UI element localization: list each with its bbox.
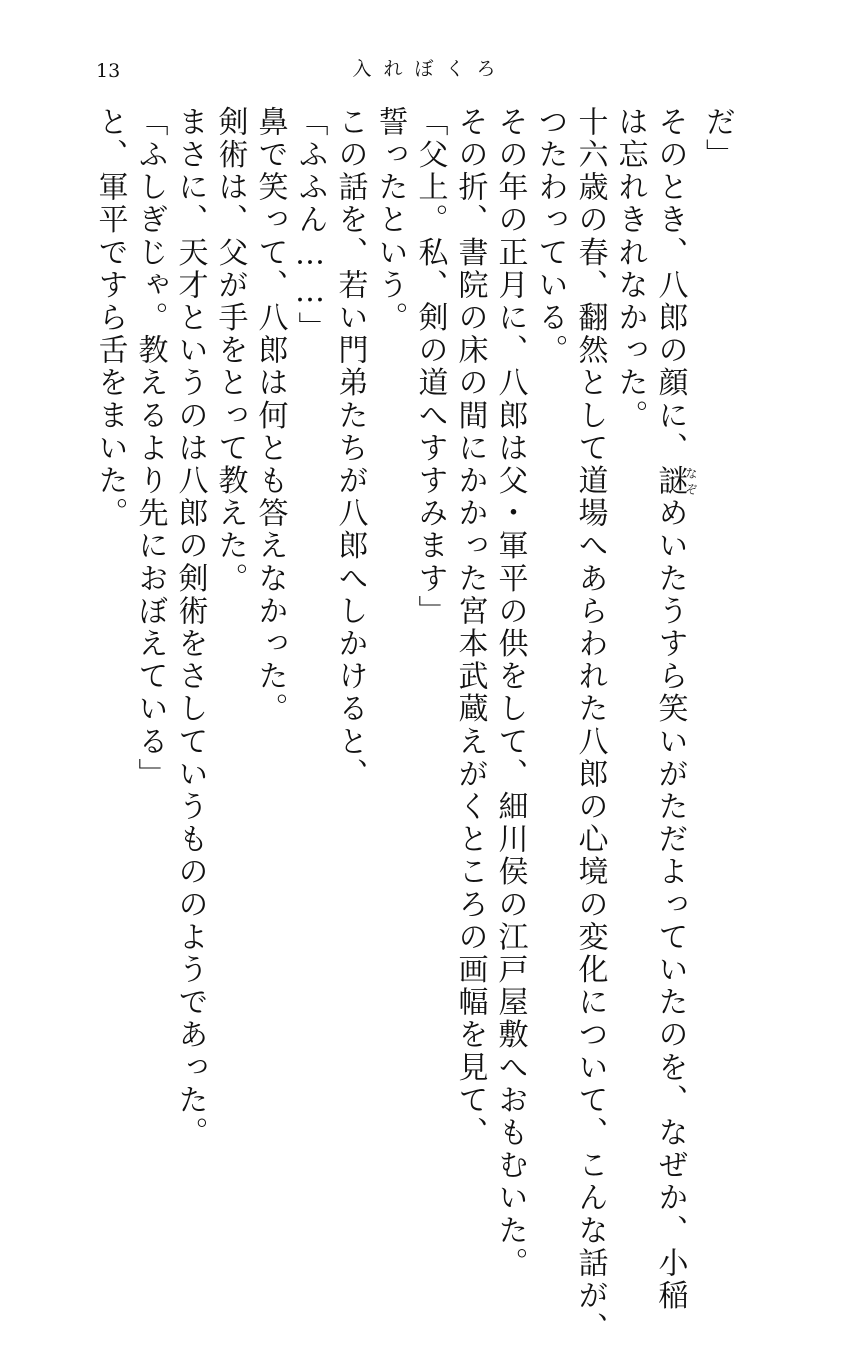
ruby-base: 謎 <box>652 464 688 498</box>
text-column: その年の正月に、八郎は父・軍平の供をして、細川侯の江戸屋敷へおもむいた。 <box>492 106 528 1280</box>
text-column: 「ふしぎじゃ。教えるより先におぼえている」 <box>132 106 168 791</box>
text-column: 剣術は、父が手をとって教えた。 <box>212 106 248 595</box>
ruby-word <box>652 464 698 498</box>
text-column: 十六歳の春、翻然として道場へあらわれた八郎の心境の変化について、こんな話が、 <box>572 106 608 1345</box>
text-column: と、軍平ですら舌をまいた。 <box>92 106 128 530</box>
text-column: まさに、天才というのは八郎の剣術をさしていうもののようであった。 <box>172 106 208 1150</box>
text-column: 鼻で笑って、八郎は何とも答えなかった。 <box>252 106 288 726</box>
text-column: つたわっている。 <box>532 106 568 367</box>
text-column <box>650 106 698 1313</box>
text-span: そのとき、八郎の顔に、 <box>652 106 688 465</box>
text-column: この話を、若い門弟たちが八郎へしかけると、 <box>332 106 368 791</box>
page-number: 13 <box>96 60 121 82</box>
ruby-reading: なぞ <box>684 464 698 498</box>
text-column: は忘れきれなかった。 <box>612 106 648 432</box>
running-title: 入れぼくろ <box>352 58 508 80</box>
text-span: めいたうすら笑いがただよっていたのを、なぜか、小稲 <box>652 497 688 1313</box>
text-column: 「ふふん……」 <box>292 106 328 345</box>
body-text <box>92 106 737 1345</box>
text-column: 誓ったという。 <box>372 106 408 335</box>
text-column: その折、書院の床の間にかかった宮本武蔵えがくところの画幅を見て、 <box>452 106 488 1150</box>
text-column: 「父上。私、剣の道へすすみます」 <box>412 106 448 628</box>
text-column: だ」 <box>700 106 735 172</box>
